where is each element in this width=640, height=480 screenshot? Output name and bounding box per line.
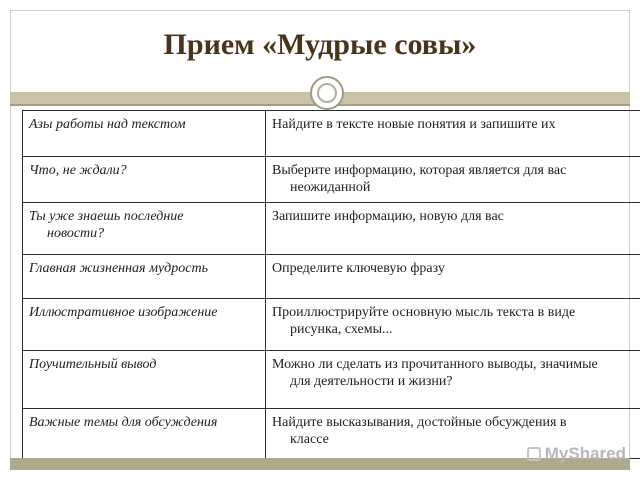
technique-task-text-continued: неожиданной (290, 180, 371, 195)
technique-task-text: Проиллюстрируйте основную мысль текста в виде (272, 305, 576, 320)
technique-task-text: Определите ключевую фразу (272, 261, 445, 276)
technique-name-text: Ты уже знаешь последние (29, 209, 184, 224)
technique-task-text-continued: для деятельности и жизни? (290, 374, 453, 389)
technique-name-text: Поучительный вывод (29, 357, 157, 372)
techniques-table (22, 110, 640, 459)
watermark-text: MyShared (544, 444, 626, 463)
technique-task-text: Найдите высказывания, достойные обсуждения в (272, 415, 567, 430)
slide-title: Прием «Мудрые совы» (163, 28, 477, 61)
table-row (23, 351, 640, 409)
myshared-logo-icon (527, 447, 541, 461)
technique-name-cell (23, 409, 266, 459)
technique-name-text: Азы работы над текстом (29, 117, 186, 132)
technique-task-text: Выберите информацию, которая является для вас (272, 163, 567, 178)
technique-task-cell (266, 299, 640, 351)
technique-task-cell (266, 255, 640, 299)
technique-name-text: Что, не ждали? (29, 163, 127, 178)
technique-name-text: Важные темы для обсуждения (29, 415, 218, 430)
technique-name-cell (23, 351, 266, 409)
technique-task-text: Можно ли сделать из прочитанного выводы, значимые (272, 357, 598, 372)
technique-task-text-continued: рисунка, схемы... (290, 322, 393, 337)
technique-name-text: Главная жизненная мудрость (29, 261, 208, 276)
technique-name-text: Иллюстративное изображение (29, 305, 218, 320)
technique-task-cell (266, 157, 640, 203)
technique-task-cell (266, 351, 640, 409)
table-row (23, 157, 640, 203)
circle-emblem-icon (310, 76, 344, 110)
technique-task-cell (266, 111, 640, 157)
technique-name-cell (23, 111, 266, 157)
technique-task-text-continued: классе (290, 432, 329, 447)
technique-name-cell (23, 157, 266, 203)
technique-name-cell (23, 299, 266, 351)
table-row (23, 111, 640, 157)
technique-task-text: Найдите в тексте новые понятия и запишите их (272, 117, 556, 132)
technique-name-cell (23, 255, 266, 299)
table-row (23, 255, 640, 299)
table-row (23, 203, 640, 255)
technique-name-cell (23, 203, 266, 255)
technique-name-text-continued: новости? (47, 226, 105, 241)
technique-task-cell (266, 203, 640, 255)
watermark (527, 444, 626, 464)
table-row (23, 299, 640, 351)
technique-task-text: Запишите информацию, новую для вас (272, 209, 504, 224)
